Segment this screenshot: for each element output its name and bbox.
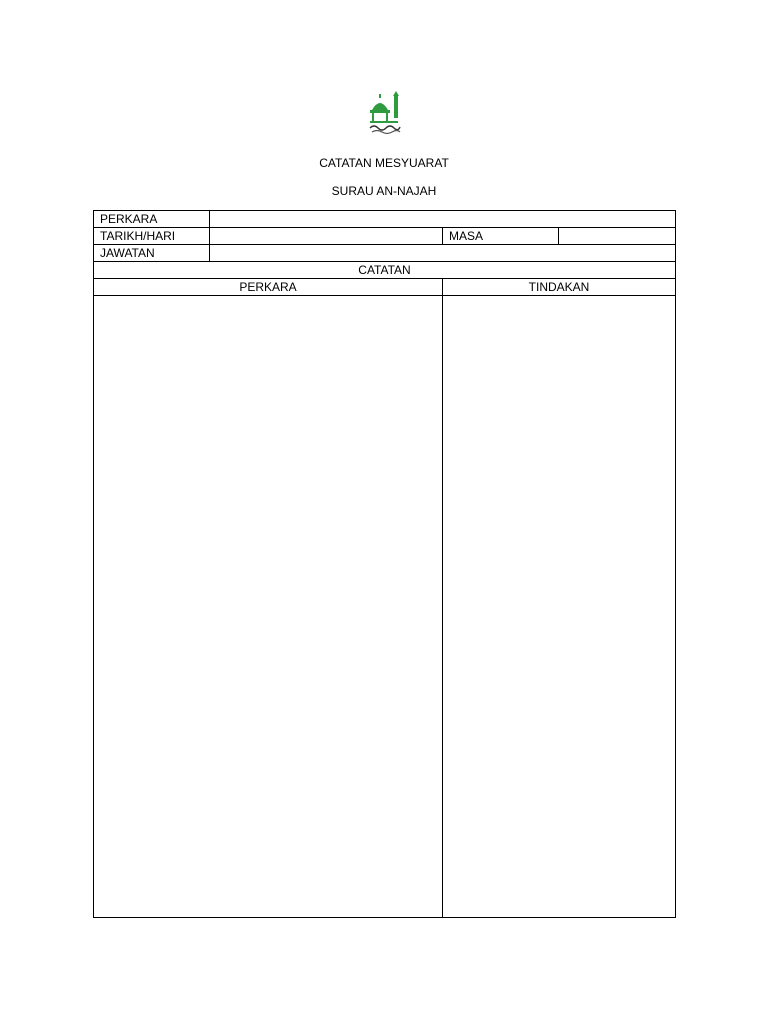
notes-tindakan-field[interactable] [443,296,676,918]
column-header-tindakan: TINDAKAN [443,279,676,296]
row-jawatan [94,245,676,262]
perkara-field[interactable] [210,211,676,228]
masa-label: MASA [443,228,559,245]
notes-perkara-field[interactable] [94,296,443,918]
catatan-header: CATATAN [94,262,676,279]
meeting-form-table [93,210,676,918]
perkara-label: PERKARA [94,211,210,228]
document-title: CATATAN MESYUARAT [319,156,449,170]
jawatan-label: JAWATAN [94,245,210,262]
masa-field[interactable] [559,228,676,245]
row-tarikh [94,228,676,245]
row-catatan-header [94,262,676,279]
tarikh-label: TARIKH/HARI [94,228,210,245]
mosque-logo-icon [358,88,414,138]
row-notes [94,296,676,918]
document-subtitle: SURAU AN-NAJAH [331,184,437,198]
row-perkara [94,211,676,228]
tarikh-field[interactable] [210,228,443,245]
row-column-headers [94,279,676,296]
column-header-perkara: PERKARA [94,279,443,296]
jawatan-field[interactable] [210,245,676,262]
